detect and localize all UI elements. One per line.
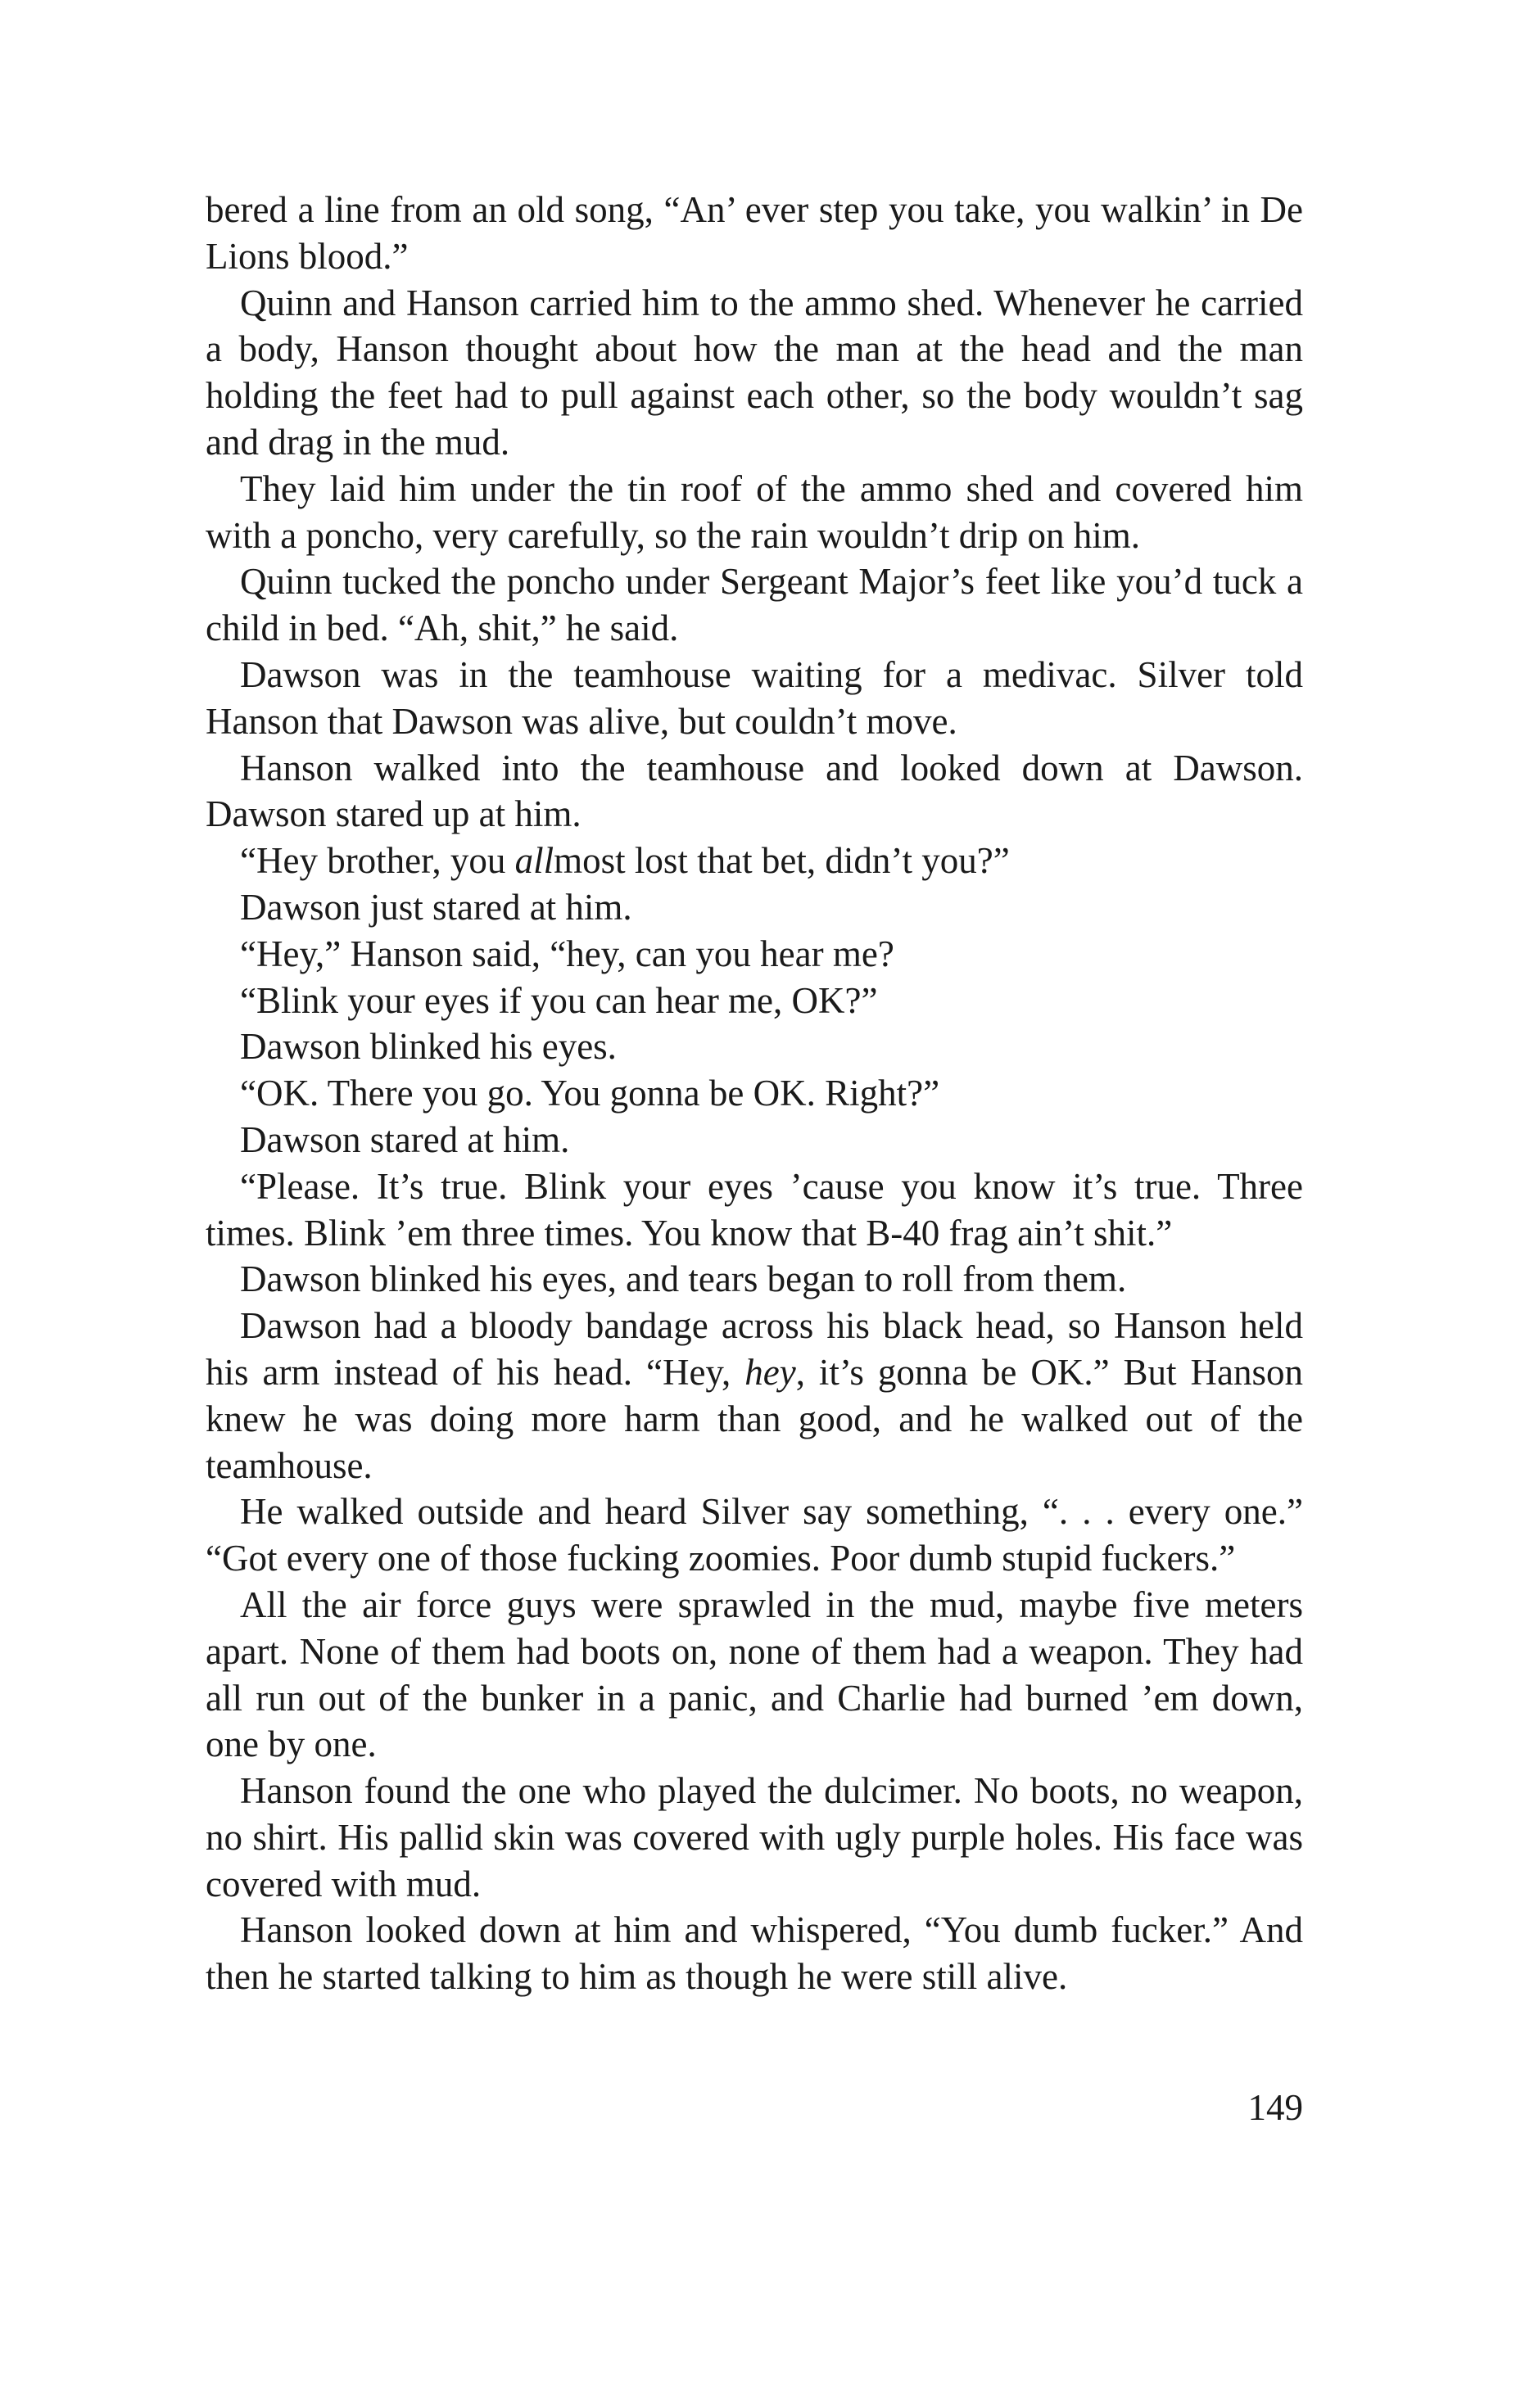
paragraph: bered a line from an old song, “An’ ever step you take, you walkin’ in De Lions blood.”	[206, 189, 1303, 277]
paragraph: Hanson found the one who played the dulcimer. No boots, no weapon, no shirt. His pallid skin was covered with ugly purple holes. His face was covered with mud.	[206, 1770, 1303, 1904]
page-number: 149	[1247, 2087, 1303, 2128]
paragraph: Dawson just stared at him.	[240, 886, 632, 928]
paragraph: “Hey,” Hanson said, “hey, can you hear me?	[240, 933, 894, 974]
paragraph: Dawson stared at him.	[240, 1118, 570, 1160]
paragraph-segment: “Hey brother, you	[240, 840, 515, 882]
paragraph: Dawson blinked his eyes.	[240, 1026, 617, 1068]
paragraph-segment: most lost that bet, didn’t you?”	[554, 840, 1010, 882]
emphasis: all	[514, 840, 554, 882]
paragraph: Quinn and Hanson carried him to the ammo shed. Whenever he carried a body, Hanson thought about how the man at the head and the man holding the feet had to pull against each other, so the body wouldn’t sag and drag in the mud.	[206, 282, 1303, 463]
paragraph: Dawson was in the teamhouse waiting for a medivac. Silver told Hanson that Dawson was alive, but couldn’t move.	[206, 653, 1303, 742]
paragraph	[206, 838, 1303, 884]
paragraph-segment: , it’s gonna be OK.” But Hanson knew he was doing more harm than good, and he walked out of the teamhouse.	[206, 1351, 1303, 1486]
paragraph	[206, 1303, 1303, 1489]
paragraph: Quinn tucked the poncho under Sergeant Major’s feet like you’d tuck a child in bed. “Ah, shit,” he said.	[206, 561, 1303, 649]
paragraph: Hanson looked down at him and whispered, “You dumb fucker.” And then he started talking to him as though he were still alive.	[206, 1909, 1303, 1998]
paragraph: Dawson blinked his eyes, and tears began to roll from them.	[240, 1258, 1127, 1300]
paragraph: “OK. There you go. You gonna be OK. Right?”	[240, 1073, 940, 1114]
body-text	[206, 187, 1303, 2000]
paragraph: Hanson walked into the teamhouse and looked down at Dawson. Dawson stared up at him.	[206, 747, 1303, 835]
paragraph: “Please. It’s true. Blink your eyes ’cause you know it’s true. Three times. Blink ’em three times. You know that B-40 frag ain’t shit.”	[206, 1165, 1303, 1254]
paragraph: “Blink your eyes if you can hear me, OK?”	[240, 979, 878, 1021]
emphasis: hey	[744, 1351, 796, 1393]
paragraph: All the air force guys were sprawled in the mud, maybe five meters apart. None of them had boots on, none of them had a weapon. They had all run out of the bunker in a panic, and Charlie had burned ’em down, one by one.	[206, 1583, 1303, 1765]
paragraph-segment: Dawson had a bloody bandage across his black head, so Hanson held his arm instead of his head. “Hey,	[206, 1305, 1303, 1393]
paragraph: They laid him under the tin roof of the ammo shed and covered him with a poncho, very carefully, so the rain wouldn’t drip on him.	[206, 468, 1303, 556]
paragraph: He walked outside and heard Silver say something, “. . . every one.” “Got every one of those fucking zoomies. Poor dumb stupid fuckers.”	[206, 1491, 1303, 1579]
